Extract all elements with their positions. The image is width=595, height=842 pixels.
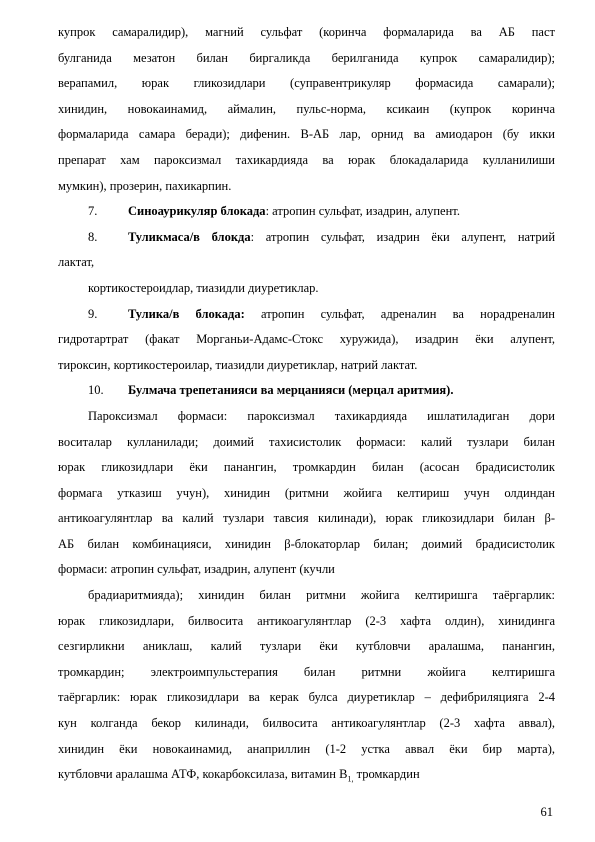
vitamin-subscript: 1, xyxy=(347,774,354,784)
text-line: тироксин, кортикостероилар, тиазидли диуретиклар, натрий лактат. xyxy=(58,357,418,372)
text-line: юрак гликозидлари ёки панангин, тромкардин билан (асосан брадисистолик xyxy=(58,460,555,475)
last-line-text: кутбловчи аралашма АТФ, кокарбоксилаза, витамин В xyxy=(58,767,348,782)
paragraph-antiarrhythmics xyxy=(58,20,555,199)
list-number: 10. xyxy=(88,383,104,398)
paragraph-rhythm-restoration xyxy=(58,583,555,788)
page-number: 61 xyxy=(540,805,553,819)
list-item-8 xyxy=(58,225,555,302)
text-line: кун колганда бекор килинади, билвосита антикоагулянтлар (2-3 хафта аввал), xyxy=(58,716,555,731)
list-item-title: Синоаурикуляр блокада xyxy=(128,204,266,219)
list-number: 7. xyxy=(88,204,98,219)
text-line: АБ билан комбинацияси, хинидин β-блокаторлар билан; доимий брадисистолик xyxy=(58,536,555,551)
list-item-title: Булмача трепетанияси ва мерцанияси (мерцал аритмия). xyxy=(128,383,454,398)
list-item-9 xyxy=(58,302,555,379)
text-line: хинидин, новокаинамид, аймалин, пульс-норма, ксикаин (купрок коринча xyxy=(58,101,555,116)
text-line: хинидин ёки новокаинамид, анаприллин (1-2 устка аввал ёки бир марта), xyxy=(58,741,555,756)
document-page xyxy=(58,20,555,788)
list-item-title: Туликмаса/в блокда xyxy=(128,229,251,244)
text-line: формаси: атропин сульфат, изадрин, алупент (кучли xyxy=(58,562,335,577)
list-item-text: : атропин сульфат, изадрин, алупент. xyxy=(265,204,460,219)
text-line: тромкардин; электроимпульстерапия билан ритмни жойига келтиришга xyxy=(58,664,555,679)
list-item-text: : атропин сульфат, изадрин ёки алупент, натрий xyxy=(250,229,555,244)
list-item-10 xyxy=(58,378,555,404)
text-line: лактат, xyxy=(58,255,95,270)
text-line: таёргарлик: юрак гликозидлари ва керак булса диуретиклар – дефибриляцияга 2-4 xyxy=(58,690,555,705)
list-item-text: атропин сульфат, адреналин ва норадреналин xyxy=(244,306,555,321)
text-line: юрак гликозидлари, билвосита антикоагулянтлар (2-3 хафта олдин), хинидинга xyxy=(58,613,555,628)
last-line-tail: тромкардин xyxy=(353,767,420,782)
text-line: кортикостероидлар, тиазидли диуретиклар. xyxy=(88,280,319,295)
text-line: брадиаритмияда); хинидин билан ритмни жойига келтиришга таёргарлик: xyxy=(88,588,555,603)
text-line: формага утказиш учун), хинидин (ритмни жойига келтириш учун олдиндан xyxy=(58,485,555,500)
text-line: Пароксизмал формаси: пароксизмал тахикардияда ишлатиладиган дори xyxy=(88,408,555,423)
list-number: 8. xyxy=(88,229,98,244)
text-line: булганида мезатон билан биргаликда берилганида купрок самаралидир); xyxy=(58,50,555,65)
text-line: формаларида самара беради); дифенин. В-АБ лар, орнид ва амиодарон (бу икки xyxy=(58,127,555,142)
text-line: купрок самаралидир), магний сульфат (коринча формаларида ва АБ паст xyxy=(58,25,555,39)
text-line: сезгирликни аниклаш, калий тузлари ёки кутбловчи аралашма, панангин, xyxy=(58,639,555,654)
paragraph-atrial-fibrillation xyxy=(58,404,555,583)
text-line xyxy=(58,225,555,251)
text-line xyxy=(58,302,555,328)
list-item-7 xyxy=(58,199,555,225)
text-line: антикоагулянтлар ва калий тузлари тавсия килинади), юрак гликозидлари билан β- xyxy=(58,511,555,526)
text-line: мумкин), прозерин, пахикарпин. xyxy=(58,178,232,193)
text-line xyxy=(58,762,555,788)
list-item-title: Тулика/в блокада: xyxy=(128,306,245,321)
text-line: воситалар кулланилади; доимий тахисистолик формаси: калий тузлари билан xyxy=(58,434,555,449)
text-line: препарат хам пароксизмал тахикардияда ва юрак блокадаларида кулланилиши xyxy=(58,152,555,167)
text-line: гидротартрат (факат Морганьи-Адамс-Стокс хуружида), изадрин ёки алупент, xyxy=(58,332,555,347)
list-number: 9. xyxy=(88,306,98,321)
text-line: верапамил, юрак гликозидлари (суправентрикуляр формасида самарали); xyxy=(58,76,555,91)
